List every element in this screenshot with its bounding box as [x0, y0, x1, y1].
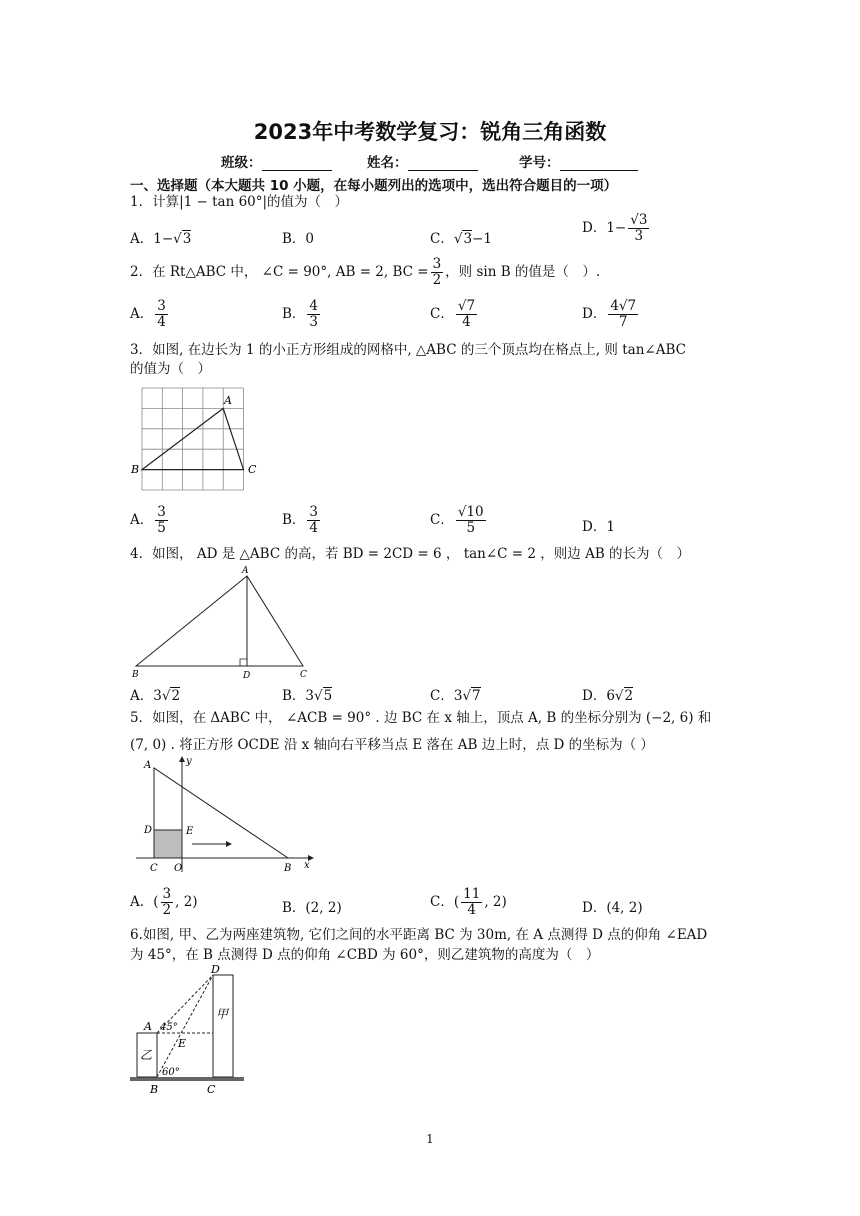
q5-label-c: C [150, 863, 158, 874]
class-blank [262, 156, 332, 171]
q5-label-x: x [304, 860, 310, 871]
q4-triangle-figure [128, 562, 318, 682]
q5-label-a: A [144, 760, 152, 771]
q2-option-c: C． $\frac{√7}{4}$ [430, 298, 476, 330]
q4-stem: 4．如图， AD 是 △ABC 的高，若 BD = 2CD = 6 ， tan∠C = 2 ，则边 AB 的长为（ ） [130, 546, 691, 562]
id-label: 学号： [519, 155, 560, 171]
q5-y-arrow [179, 756, 185, 762]
q4-label-a: A [242, 566, 249, 576]
q1-option-d: D．1− $\frac{√3}{3}$ [582, 212, 648, 244]
q2-option-b: B． $\frac{4}{3}$ [282, 298, 319, 330]
q6-label-a: A [144, 1020, 152, 1033]
q3-option-d: D．1 [582, 519, 615, 535]
q5-option-b: B．(2, 2) [282, 900, 342, 916]
q5-option-c: C．( $\frac{11}{4}$ , 2) [430, 886, 507, 918]
q6-angle-60: 60° [162, 1067, 180, 1078]
q1-option-b: B．0 [282, 231, 315, 247]
q5-stem-line1: 5．如图，在 ΔABC 中， ∠ACB = 90° . 边 BC 在 x 轴上，顶点 A, B 的坐标分别为 (−2, 6) 和 [130, 710, 712, 726]
q3-label-c: C [248, 463, 257, 476]
q4-option-b: B．3√5 [282, 688, 333, 704]
q4-label-b: B [132, 670, 139, 680]
name-field [367, 151, 478, 171]
page-title: 2023年中考数学复习：锐角三角函数 [253, 120, 607, 144]
q4-option-a: A．3√2 [130, 688, 181, 704]
id-field [519, 151, 638, 171]
q1-stem: 1．计算|1 − tan 60°|的值为（ ） [130, 194, 349, 210]
q2-option-d: D． $\frac{4√7}{7}$ [582, 298, 637, 330]
q3-option-a: A． $\frac{3}{5}$ [130, 504, 166, 536]
q6-ground [130, 1077, 244, 1081]
name-label: 姓名： [367, 155, 408, 171]
q5-translation-arrowhead [226, 841, 232, 847]
q6-building-jia [213, 975, 233, 1077]
q6-label-b: B [150, 1083, 159, 1096]
q2-option-a: A． $\frac{3}{4}$ [130, 298, 166, 330]
q5-label-o: O [174, 863, 183, 874]
class-label: 班级： [221, 155, 262, 171]
q6-angle-45: 45° [160, 1022, 178, 1033]
q3-stem-line2: 的值为（ ） [130, 361, 211, 377]
q5-label-d: D [144, 825, 153, 836]
q5-option-d: D．(4, 2) [582, 900, 643, 916]
name-blank [408, 156, 478, 171]
id-blank [560, 156, 638, 171]
q2-stem: 2．在 Rt△ABC 中， ∠C = 90°, AB = 2, BC = $\frac{3}{2}$ ，则 sin B 的值是（ ）. [130, 256, 601, 288]
q4-option-d: D．6√2 [582, 688, 634, 704]
q6-label-jia: 甲 [216, 1007, 229, 1021]
q3-option-c: C． $\frac{√10}{5}$ [430, 504, 484, 536]
q5-stem-line2: (7, 0) . 将正方形 OCDE 沿 x 轴向右平移当点 E 落在 AB 边上时，点 D 的坐标为（ ） [130, 737, 654, 753]
page-number: 1 [426, 1132, 434, 1146]
q4-label-c: C [300, 670, 307, 680]
q5-option-a: A．( $\frac{3}{2}$ , 2) [130, 886, 198, 918]
q4-option-c: C．3√7 [430, 688, 481, 704]
q1-option-a: A．1−√3 [130, 231, 192, 247]
q6-label-e: E [178, 1037, 187, 1050]
class-field [221, 151, 332, 171]
q3-stem-line1: 3．如图, 在边长为 1 的小正方形组成的网格中, △ABC 的三个顶点均在格点上, 则 tan∠ABC [130, 342, 686, 358]
q4-label-d: D [243, 671, 251, 681]
q3-label-b: B [131, 463, 140, 476]
q1-option-c: C．√3−1 [430, 231, 492, 247]
q3-grid-figure [128, 384, 268, 496]
q3-triangle [142, 408, 244, 469]
q5-square-ocde [154, 830, 182, 858]
q3-option-b: B． $\frac{3}{4}$ [282, 504, 319, 536]
q6-buildings-figure [128, 962, 252, 1096]
q6-stem-line2: 为 45°，在 B 点测得 D 点的仰角 ∠CBD 为 60°，则乙建筑物的高度为（ ） [130, 947, 600, 963]
q5-coordinate-figure [128, 754, 318, 876]
q5-label-y: y [186, 756, 192, 767]
section-heading: 一、选择题（本大题共 10 小题，在每小题列出的选项中，选出符合题目的一项） [130, 178, 618, 194]
q4-right-angle-mark [240, 659, 247, 666]
q6-label-d: D [211, 963, 220, 976]
q4-triangle [136, 576, 303, 666]
q5-label-e: E [186, 826, 194, 837]
q6-stem-line1: 6.如图, 甲、乙为两座建筑物, 它们之间的水平距离 BC 为 30m, 在 A 点测得 D 点的仰角 ∠EAD [130, 927, 708, 943]
q6-label-yi: 乙 [140, 1048, 153, 1062]
q5-label-b: B [284, 863, 292, 874]
q3-label-a: A [224, 394, 232, 407]
q6-label-c: C [207, 1083, 216, 1096]
